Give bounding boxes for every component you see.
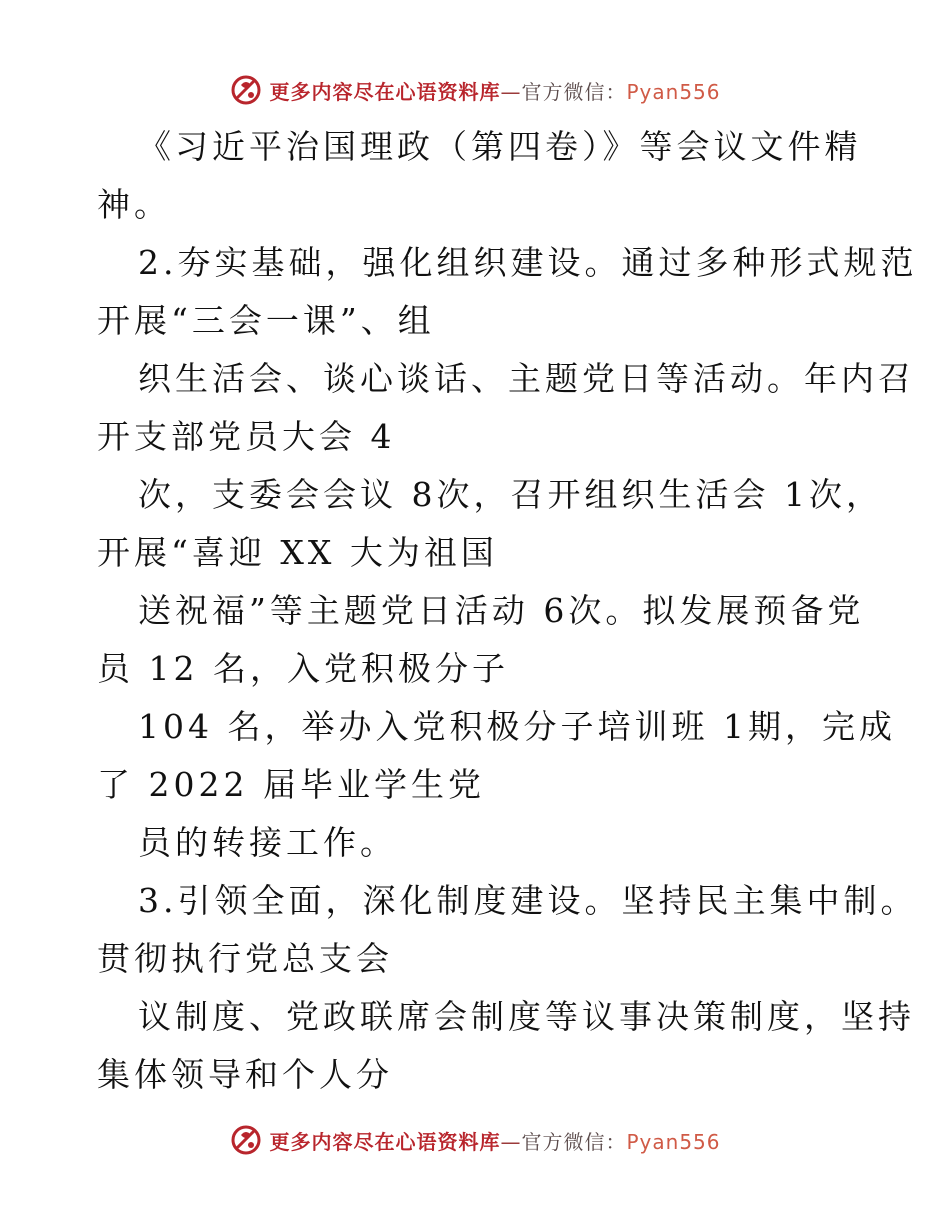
- text-line-13: 员的转接工作。: [138, 823, 397, 862]
- watermark-footer: [0, 1120, 950, 1160]
- watermark-id: Pyan556: [626, 79, 721, 104]
- text-line-5: 织生活会、谈心谈话、主题党日等活动。年内召: [138, 359, 915, 398]
- text-line-15: 贯彻执行党总支会: [97, 939, 393, 978]
- watermark-sub-text: 官方微信：: [521, 1129, 627, 1154]
- text-line-12: 了 2022 届毕业学生党: [97, 765, 485, 804]
- text-line-3: 2.夯实基础，强化组织建设。通过多种形式规范: [138, 243, 918, 282]
- text-line-10: 员 12 名，入党积极分子: [97, 649, 509, 688]
- text-line-8: 开展“喜迎 XX 大为祖国: [97, 533, 498, 572]
- text-line-9: 送祝福”等主题党日活动 6次。拟发展预备党: [138, 591, 865, 630]
- text-line-6: 开支部党员大会 4: [97, 417, 396, 456]
- watermark-separator: —: [500, 79, 522, 104]
- text-line-2: 神。: [97, 185, 171, 224]
- text-line-11: 104 名，举办入党积极分子培训班 1期，完成: [138, 707, 896, 746]
- watermark-main-text: 更多内容尽在心语资料库: [269, 1129, 501, 1154]
- text-line-17: 集体领导和个人分: [97, 1055, 393, 1094]
- watermark-header: [0, 70, 950, 110]
- watermark-separator: —: [500, 1129, 522, 1154]
- logo-icon: [229, 73, 263, 107]
- text-line-7: 次，支委会会议 8次，召开组织生活会 1次，: [138, 475, 883, 514]
- logo-icon: [229, 1123, 263, 1157]
- watermark-sub-text: 官方微信：: [521, 79, 627, 104]
- text-line-1: 《习近平治国理政（第四卷）》等会议文件精: [138, 127, 862, 166]
- text-line-4: 开展“三会一课”、组: [97, 301, 435, 340]
- text-line-14: 3.引领全面，深化制度建设。坚持民主集中制。: [138, 881, 918, 920]
- watermark-main-text: 更多内容尽在心语资料库: [269, 79, 501, 104]
- text-line-16: 议制度、党政联席会制度等议事决策制度，坚持: [138, 997, 915, 1036]
- watermark-id: Pyan556: [626, 1129, 721, 1154]
